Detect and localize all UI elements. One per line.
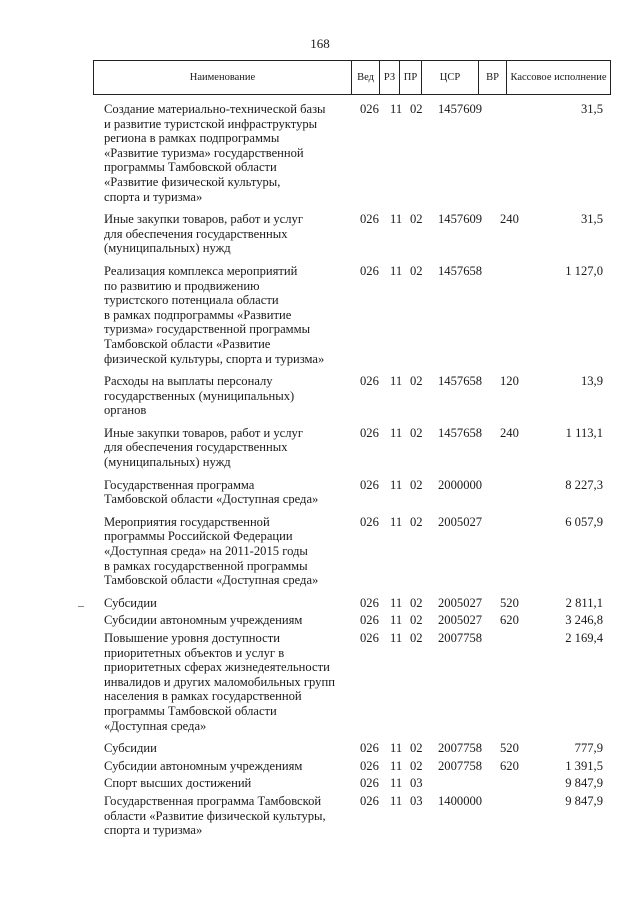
row-ved: 026 [360,102,379,116]
row-ved: 026 [360,741,379,756]
row-amount: 9 847,9 [565,793,603,808]
row-vr: 120 [500,374,519,389]
header-ved: Вед [352,61,380,94]
row-name: Иные закупки товаров, работ и услуг для обеспечения государственных (муниципальных) нужд [104,212,304,256]
row-pr: 02 [410,102,423,116]
row-vr: 620 [500,613,519,628]
row-rz: 11 [390,595,403,610]
table-row [0,212,640,256]
row-csr: 2005027 [438,595,483,610]
header-amount: Кассовое исполнение [510,71,607,83]
row-vr: 240 [500,212,519,227]
row-name: Субсидии автономным учреждениям [104,613,303,628]
row-amount: 13,9 [580,374,603,389]
header-name: Наименование [94,61,352,94]
row-name: Спорт высших достижений [104,776,252,791]
row-ved: 026 [360,613,379,628]
page-number: 168 [310,36,330,51]
table-header [93,60,611,95]
row-pr: 02 [410,425,423,440]
row-pr: 02 [410,374,423,389]
row-ved: 026 [360,425,379,440]
row-name: Субсидии [104,741,157,756]
margin-mark [78,606,84,607]
row-amount: 2 169,4 [565,631,603,645]
row-pr: 02 [410,741,423,756]
row-name: Субсидии [104,595,157,610]
row-ved: 026 [360,477,379,492]
row-csr: 1457658 [438,263,483,278]
row-rz: 11 [390,477,403,492]
table-row [0,759,640,774]
table-row [0,515,640,588]
row-csr: 2007758 [438,741,483,756]
row-ved: 026 [360,758,379,773]
row-amount: 31,5 [580,102,603,116]
row-name: Реализация комплекса мероприятий по развитию и продвижению туристского потенциала области в рамках подпрограммы «Развитие туризма» государственной программы Тамбовской области «Развитие физической культуры, спорта и туризма» [104,263,325,366]
row-name: Мероприятия государственной программы Российской Федерации «Доступная среда» на 2011-2015 годы в рамках государственной программы Тамбовской области «Доступная среда» [104,514,319,588]
row-csr: 1457609 [438,102,483,116]
table-row [0,264,640,366]
row-name: Повышение уровня доступности приоритетных объектов и услуг в приоритетных сферах жизнедеятельности инвалидов и других маломобильных групп населения в рамках государственной программы Тамбовской области «Доступная среда» [104,631,335,733]
header-rz: РЗ [380,61,400,94]
row-vr: 240 [500,425,519,440]
row-amount: 1 113,1 [565,425,603,440]
row-amount: 2 811,1 [565,595,603,610]
row-rz: 11 [390,514,403,529]
row-name: Создание материально-технической базы и развитие туристской инфраструктуры региона в рамках подпрограммы «Развитие туризма» государственной программы Тамбовской области «Развитие физической культуры, спорта и туризма» [104,102,326,204]
row-csr: 1457609 [438,212,483,227]
row-rz: 11 [390,102,403,116]
row-amount: 9 847,9 [565,776,603,791]
row-rz: 11 [390,758,403,773]
row-ved: 026 [360,374,379,389]
table-row [0,596,640,611]
row-pr: 02 [410,613,423,628]
table-row [0,102,640,204]
table-row [0,794,640,838]
row-vr: 520 [500,741,519,756]
row-ved: 026 [360,514,379,529]
row-rz: 11 [390,793,403,808]
table-row [0,613,640,628]
table-row [0,741,640,756]
row-vr: 520 [500,595,519,610]
row-pr: 02 [410,631,423,645]
row-pr: 03 [410,793,423,808]
row-rz: 11 [390,776,403,791]
table-row [0,426,640,470]
row-ved: 026 [360,776,379,791]
row-ved: 026 [360,263,379,278]
row-csr: 1400000 [438,793,483,808]
row-name: Государственная программа Тамбовской области «Доступная среда» [104,477,319,507]
row-name: Субсидии автономным учреждениям [104,758,303,773]
row-amount: 1 127,0 [565,263,603,278]
row-rz: 11 [390,374,403,389]
row-csr: 1457658 [438,374,483,389]
row-rz: 11 [390,613,403,628]
row-pr: 02 [410,212,423,227]
row-ved: 026 [360,595,379,610]
row-name: Государственная программа Тамбовской области «Развитие физической культуры, спорта и туризма» [104,793,326,838]
row-amount: 31,5 [580,212,603,227]
row-name: Иные закупки товаров, работ и услуг для обеспечения государственных (муниципальных) нужд [104,425,304,470]
table-row [0,776,640,791]
row-csr: 1457658 [438,425,483,440]
header-csr: ЦСР [422,61,479,94]
row-pr: 02 [410,514,423,529]
row-csr: 2007758 [438,758,483,773]
row-rz: 11 [390,741,403,756]
table-body [0,102,640,846]
row-name: Расходы на выплаты персоналу государственных (муниципальных) органов [104,374,295,418]
row-ved: 026 [360,793,379,808]
row-csr: 2005027 [438,514,483,529]
table-row [0,374,640,418]
row-amount: 1 391,5 [565,758,603,773]
header-vr: ВР [479,61,507,94]
row-pr: 02 [410,595,423,610]
row-rz: 11 [390,425,403,440]
row-pr: 03 [410,776,423,791]
row-pr: 02 [410,758,423,773]
row-csr: 2000000 [438,477,483,492]
row-csr: 2007758 [438,631,483,645]
row-amount: 777,9 [574,741,603,756]
row-vr: 620 [500,758,519,773]
table-row [0,478,640,507]
header-pr: ПР [400,61,422,94]
row-amount: 8 227,3 [565,477,603,492]
row-rz: 11 [390,631,403,645]
row-pr: 02 [410,263,423,278]
row-amount: 3 246,8 [565,613,603,628]
row-rz: 11 [390,212,403,227]
row-amount: 6 057,9 [565,514,603,529]
row-pr: 02 [410,477,423,492]
row-ved: 026 [360,212,379,227]
table-row [0,631,640,733]
row-rz: 11 [390,263,403,278]
row-csr: 2005027 [438,613,483,628]
row-ved: 026 [360,631,379,645]
